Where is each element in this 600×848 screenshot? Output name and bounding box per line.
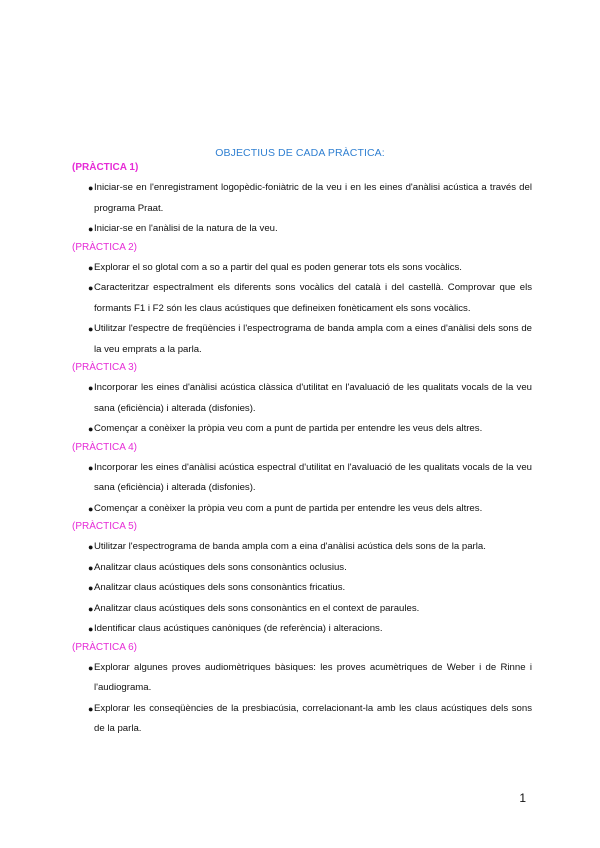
- objective-list: [72, 178, 532, 240]
- bullet-icon: ●: [88, 583, 94, 593]
- bullet-icon: ●: [88, 383, 94, 393]
- practice-section: [72, 241, 532, 361]
- objective-list: [72, 258, 532, 361]
- objective-item: [72, 578, 532, 599]
- objective-text: Caracteritzar espectralment els diferents sons vocàlics del català i del castellà. Comprovar que els formants F1 i F2 són les claus acústiques que defineixen fonèticament els sons vocàlics.: [94, 282, 532, 314]
- objective-text: Explorar algunes proves audiomètriques bàsiques: les proves acumètriques de Weber i de Rinne i l'audiograma.: [94, 661, 532, 693]
- objective-item: [72, 219, 532, 240]
- objectives-list: [72, 160, 532, 740]
- practice-heading: (PRÀCTICA 5): [72, 521, 138, 532]
- bullet-icon: ●: [88, 224, 94, 234]
- objective-text: Analitzar claus acústiques dels sons consonàntics oclusius.: [94, 561, 347, 573]
- bullet-icon: ●: [88, 562, 94, 573]
- bullet-icon: ●: [88, 624, 94, 634]
- practice-section: [72, 161, 532, 240]
- practice-heading: (PRÀCTICA 6): [72, 641, 138, 653]
- practice-heading: (PRÀCTICA 4): [72, 441, 138, 453]
- page-title: OBJECTIUS DE CADA PRÀCTICA:: [215, 147, 385, 159]
- practice-heading: (PRÀCTICA 1): [72, 162, 139, 173]
- objective-text: Utilitzar l'espectre de freqüències i l'espectrograma de banda ampla com a eines d'anàlisi dels sons de la veu emprats a la parla.: [94, 323, 532, 355]
- objective-text: Identificar claus acústiques canòniques (de referència) i alteracions.: [94, 623, 383, 634]
- objective-list: [72, 537, 532, 640]
- bullet-icon: ●: [88, 542, 94, 552]
- objective-item: [72, 458, 532, 499]
- objective-item: [72, 378, 532, 419]
- objective-list: [72, 458, 532, 520]
- bullet-icon: ●: [88, 283, 94, 293]
- page-number: 1: [519, 791, 526, 805]
- practice-section: [72, 641, 532, 740]
- practice-section: [72, 361, 532, 440]
- objective-text: Incorporar les eines d'anàlisi acústica clàssica d'utilitat en l'avaluació de les qualitats vocals de la veu sana (eficiència) i alterada (disfonies).: [94, 382, 532, 414]
- objective-item: [72, 319, 532, 360]
- objective-text: Analitzar claus acústiques dels sons consonàntics en el context de paraules.: [94, 602, 420, 614]
- objective-item: [72, 499, 532, 520]
- bullet-icon: ●: [88, 462, 94, 473]
- bullet-icon: ●: [88, 324, 94, 334]
- objective-text: Començar a conèixer la pròpia veu com a punt de partida per entendre les veus dels altres.: [94, 502, 483, 514]
- objective-item: [72, 419, 532, 440]
- objective-item: [72, 599, 532, 620]
- practice-section: [72, 520, 532, 640]
- objective-text: Iniciar-se en l'anàlisi de la natura de la veu.: [94, 223, 278, 234]
- objective-item: [72, 619, 532, 640]
- objective-text: Analitzar claus acústiques dels sons consonàntics fricatius.: [94, 582, 346, 593]
- objective-item: [72, 658, 532, 699]
- bullet-icon: ●: [88, 183, 94, 193]
- practice-heading: (PRÀCTICA 2): [72, 241, 138, 253]
- objective-item: [72, 699, 532, 740]
- objective-text: Explorar les conseqüències de la presbiacúsia, correlacionant-la amb les claus acústiques dels sons de la parla.: [94, 702, 532, 734]
- objective-item: [72, 278, 532, 319]
- objective-item: [72, 178, 532, 219]
- objective-text: Utilitzar l'espectrograma de banda ampla com a eina d'anàlisi acústica dels sons de la parla.: [94, 541, 486, 552]
- bullet-icon: ●: [88, 503, 94, 514]
- objective-item: [72, 258, 532, 279]
- objective-list: [72, 658, 532, 740]
- bullet-icon: ●: [88, 424, 94, 434]
- practice-section: [72, 441, 532, 520]
- objective-text: Iniciar-se en l'enregistrament logopèdic-foniàtric de la veu i en les eines d'anàlisi acústica a través del programa Praat.: [94, 182, 532, 214]
- objective-item: [72, 537, 532, 558]
- objective-text: Començar a conèixer la pròpia veu com a punt de partida per entendre les veus dels altres.: [94, 423, 483, 434]
- bullet-icon: ●: [88, 703, 94, 714]
- objective-text: Explorar el so glotal com a so a partir del qual es poden generar tots els sons vocàlics.: [94, 261, 462, 273]
- bullet-icon: ●: [88, 603, 94, 614]
- practice-heading: (PRÀCTICA 3): [72, 362, 138, 373]
- objective-text: Incorporar les eines d'anàlisi acústica espectral d'utilitat en l'avaluació de les qualitats vocals de la veu sana (eficiència) i alterada (disfonies).: [94, 461, 532, 493]
- objective-item: [72, 558, 532, 579]
- objective-list: [72, 378, 532, 440]
- bullet-icon: ●: [88, 262, 94, 273]
- bullet-icon: ●: [88, 662, 94, 673]
